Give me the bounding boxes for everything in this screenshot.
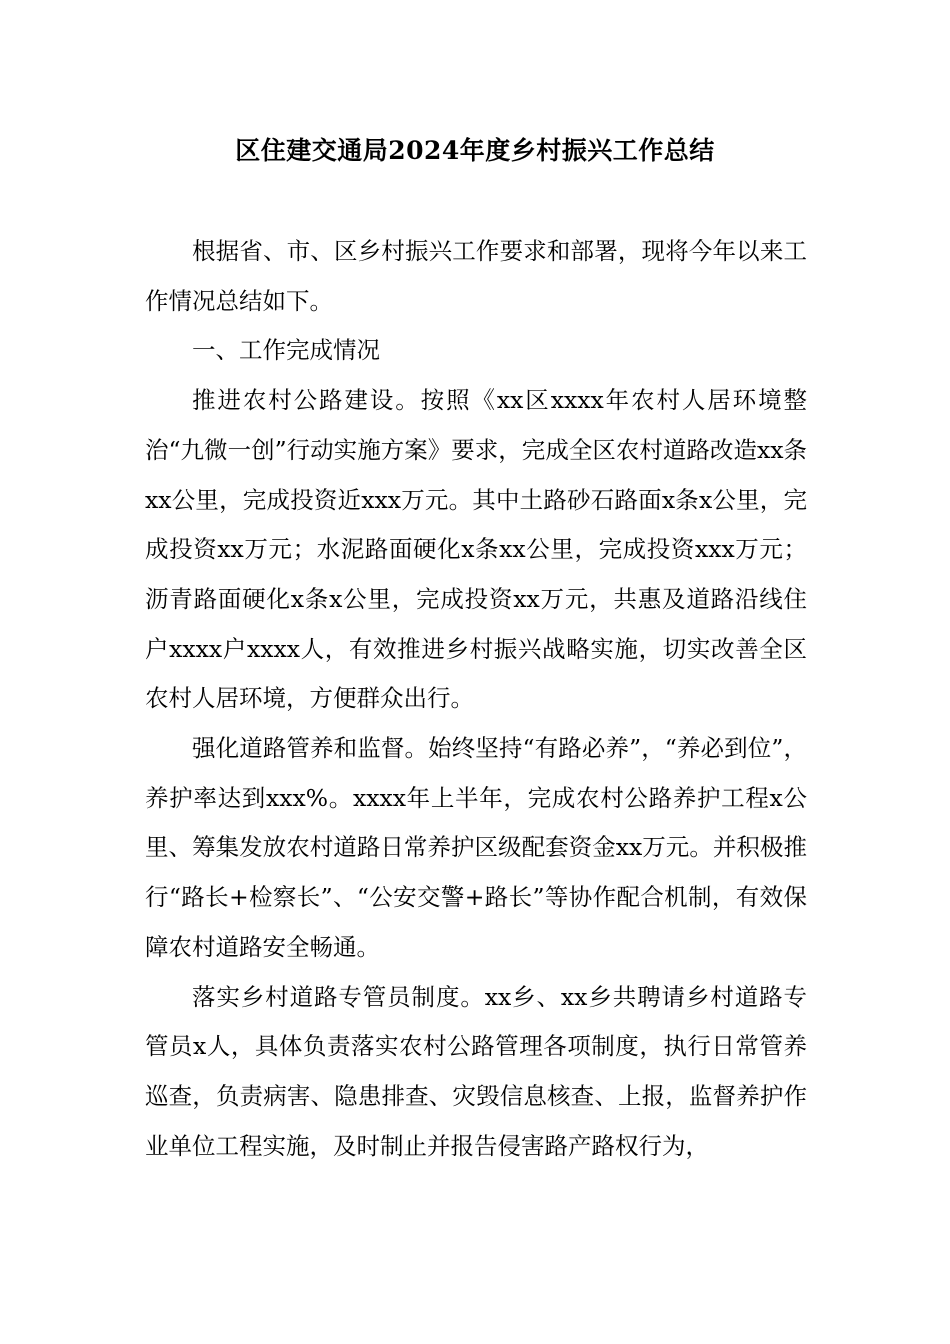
- document-body: [145, 227, 807, 1171]
- paragraph-intro: 根据省、市、区乡村振兴工作要求和部署，现将今年以来工作情况总结如下。: [145, 237, 807, 315]
- paragraph-road-maintenance: 强化道路管养和监督。始终坚持“有路必养”，“养必到位”，养护率达到xxx%。xxxx年上半年，完成农村公路养护工程x公里、筹集发放农村道路日常养护区级配套资金xx万元。并积极推行“路长+检察长”、“公安交警+路长”等协作配合机制，有效保障农村道路安全畅通。: [145, 734, 807, 961]
- document-title: 区住建交通局2024年度乡村振兴工作总结: [235, 136, 715, 165]
- paragraph-road-construction: 推进农村公路建设。按照《xx区xxxx年农村人居环境整治“九微一创”行动实施方案》要求，完成全区农村道路改造xx条xx公里，完成投资近xxx万元。其中土路砂石路面x条x公里，完成投资xx万元；水泥路面硬化x条xx公里，完成投资xxx万元；沥青路面硬化x条x公里，完成投资xx万元，共惠及道路沿线住户xxxx户xxxx人，有效推进乡村振兴战略实施，切实改善全区农村人居环境，方便群众出行。: [145, 386, 807, 713]
- section-heading: 一、工作完成情况: [192, 336, 380, 365]
- paragraph-road-manager: 落实乡村道路专管员制度。xx乡、xx乡共聘请乡村道路专管员x人，具体负责落实农村公路管理各项制度，执行日常管养巡查，负责病害、隐患排查、灾毁信息核查、上报，监督养护作业单位工程实施，及时制止并报告侵害路产路权行为，: [145, 982, 807, 1160]
